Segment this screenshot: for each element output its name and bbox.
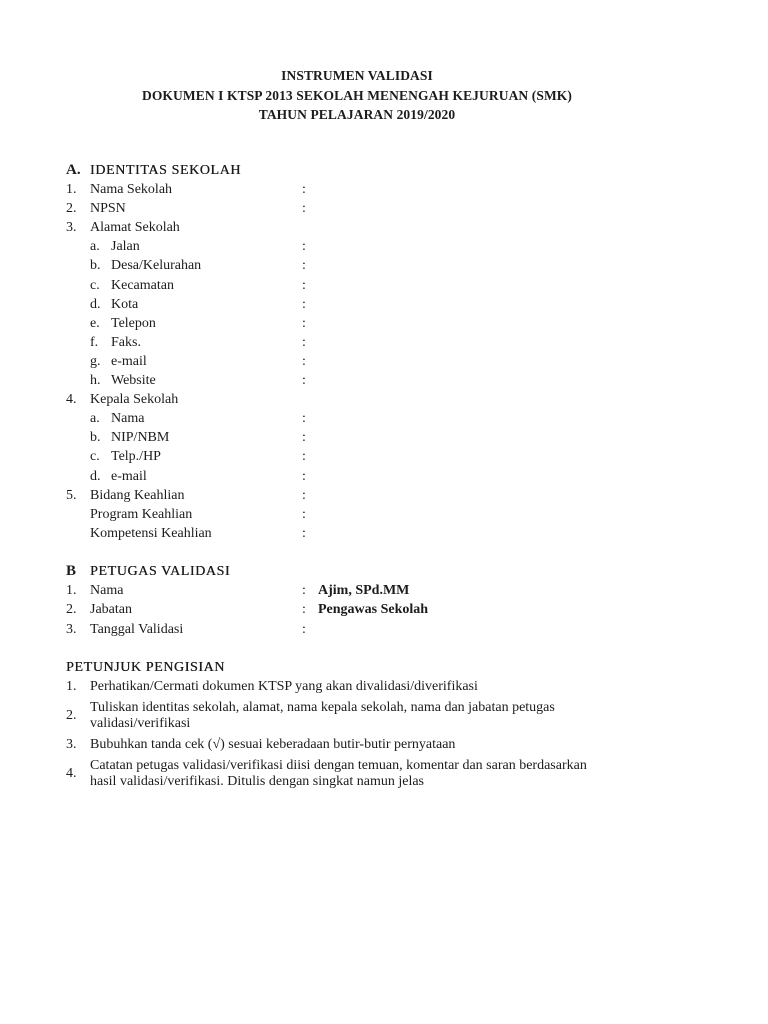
item-number: 5.	[66, 487, 77, 503]
section-a-heading	[66, 161, 666, 180]
title-line-1: INSTRUMEN VALIDASI	[281, 68, 433, 83]
row-desa-kelurahan	[66, 256, 666, 275]
field-label: e-mail	[111, 353, 147, 369]
sub-item-letter: f.	[90, 334, 99, 350]
item-text-line: Catatan petugas validasi/verifikasi diisi dengan temuan, komentar dan saran berdasarkan	[90, 757, 587, 773]
field-label: Program Keahlian	[90, 506, 193, 522]
field-label: Jabatan	[90, 602, 132, 618]
item-text	[90, 700, 555, 732]
sub-item-letter: e.	[90, 315, 100, 331]
item-number: 2.	[66, 707, 77, 723]
field-label: Kota	[111, 296, 139, 312]
field-label: Alamat Sekolah	[90, 220, 180, 236]
section-letter: B	[66, 563, 77, 579]
item-number: 1.	[66, 182, 77, 198]
field-separator: :	[302, 621, 306, 637]
section-letter: A.	[66, 162, 81, 178]
sub-item-letter: h.	[90, 373, 101, 389]
field-separator: :	[302, 411, 306, 427]
field-separator: :	[302, 353, 306, 369]
field-separator: :	[302, 602, 306, 618]
section-petugas-validasi	[66, 562, 666, 639]
item-text	[90, 758, 587, 790]
petunjuk-heading: PETUNJUK PENGISIAN	[66, 660, 225, 675]
list-item	[66, 734, 686, 755]
row-kecamatan	[66, 276, 666, 295]
row-website	[66, 371, 666, 390]
field-label: Kepala Sekolah	[90, 392, 179, 408]
row-kepala-sekolah	[66, 390, 666, 409]
sub-item-letter: c.	[90, 449, 100, 465]
item-number: 3.	[66, 621, 77, 637]
field-value: Ajim, SPd.MM	[318, 583, 410, 599]
item-text-line: validasi/verifikasi	[90, 715, 191, 731]
field-separator: :	[302, 430, 306, 446]
title-line-2: DOKUMEN I KTSP 2013 SEKOLAH MENENGAH KEJURUAN (SMK)	[141, 87, 572, 103]
row-nama-kepala	[66, 409, 666, 428]
row-kompetensi-keahlian	[66, 524, 666, 543]
row-nip-nbm	[66, 428, 666, 447]
section-identitas-sekolah	[66, 161, 666, 543]
field-separator: :	[302, 525, 306, 541]
field-separator: :	[302, 239, 306, 255]
item-number: 2.	[66, 602, 77, 618]
field-label: Faks.	[111, 334, 141, 350]
field-label: e-mail	[111, 468, 147, 484]
field-separator: :	[302, 373, 306, 389]
item-number: 3.	[66, 736, 77, 752]
sub-item-letter: a.	[90, 411, 100, 427]
sub-item-letter: g.	[90, 353, 101, 369]
field-separator: :	[302, 449, 306, 465]
row-npsn	[66, 199, 666, 218]
sub-item-letter: b.	[90, 258, 101, 274]
document-title	[0, 66, 714, 125]
field-label: Kompetensi Keahlian	[90, 525, 212, 541]
sub-item-letter: a.	[90, 239, 100, 255]
field-label: NPSN	[90, 201, 126, 217]
section-heading: IDENTITAS SEKOLAH	[90, 163, 242, 178]
row-telp-hp	[66, 447, 666, 466]
field-separator: :	[302, 506, 306, 522]
field-separator: :	[302, 334, 306, 350]
item-text-line: hasil validasi/verifikasi. Ditulis dengan singkat namun jelas	[90, 773, 424, 789]
sub-item-letter: d.	[90, 296, 101, 312]
item-text-line: Bubuhkan tanda cek (√) sesuai keberadaan butir-butir pernyataan	[90, 736, 456, 752]
field-label: Jalan	[111, 239, 140, 255]
field-separator: :	[302, 201, 306, 217]
list-item	[66, 755, 686, 792]
field-label: Bidang Keahlian	[90, 487, 185, 503]
field-label: NIP/NBM	[111, 430, 170, 446]
field-label: Telepon	[111, 315, 156, 331]
item-number: 4.	[66, 392, 77, 408]
field-separator: :	[302, 468, 306, 484]
field-label: Nama Sekolah	[90, 182, 173, 198]
section-heading: PETUGAS VALIDASI	[90, 564, 231, 579]
field-separator: :	[302, 277, 306, 293]
row-jabatan	[66, 600, 666, 619]
field-separator: :	[302, 315, 306, 331]
item-text	[90, 737, 455, 753]
field-label: Nama	[111, 411, 145, 427]
row-tanggal-validasi	[66, 620, 666, 639]
field-label: Desa/Kelurahan	[111, 258, 202, 274]
field-value: Pengawas Sekolah	[318, 602, 429, 618]
item-number: 3.	[66, 220, 77, 236]
field-label: Nama	[90, 583, 124, 599]
row-faks	[66, 333, 666, 352]
item-text-line: Perhatikan/Cermati dokumen KTSP yang akan divalidasi/diverifikasi	[90, 678, 478, 694]
item-number: 1.	[66, 583, 77, 599]
row-email-kepala	[66, 467, 666, 486]
field-separator: :	[302, 296, 306, 312]
item-number: 4.	[66, 765, 77, 781]
item-number: 2.	[66, 201, 77, 217]
sub-item-letter: d.	[90, 468, 101, 484]
field-label: Tanggal Validasi	[90, 621, 184, 637]
section-b-heading	[66, 562, 666, 581]
sub-item-letter: b.	[90, 430, 101, 446]
row-program-keahlian	[66, 505, 666, 524]
list-item	[66, 697, 686, 734]
petunjuk-list	[66, 676, 686, 792]
sub-item-letter: c.	[90, 277, 100, 293]
row-kota	[66, 295, 666, 314]
field-label: Kecamatan	[111, 277, 174, 293]
row-bidang-keahlian	[66, 486, 666, 505]
field-separator: :	[302, 182, 306, 198]
field-label: Website	[111, 373, 156, 389]
row-email-sekolah	[66, 352, 666, 371]
title-line-3: TAHUN PELAJARAN 2019/2020	[258, 107, 456, 122]
item-text	[90, 679, 478, 695]
field-separator: :	[302, 258, 306, 274]
row-nama-sekolah	[66, 180, 666, 199]
row-alamat-sekolah	[66, 218, 666, 237]
field-label: Telp./HP	[111, 449, 161, 465]
field-separator: :	[302, 583, 306, 599]
item-text-line: Tuliskan identitas sekolah, alamat, nama kepala sekolah, nama dan jabatan petugas	[90, 699, 555, 715]
row-telepon	[66, 314, 666, 333]
item-number: 1.	[66, 678, 77, 694]
row-jalan	[66, 237, 666, 256]
row-nama-petugas	[66, 581, 666, 600]
field-separator: :	[302, 487, 306, 503]
list-item	[66, 676, 686, 697]
